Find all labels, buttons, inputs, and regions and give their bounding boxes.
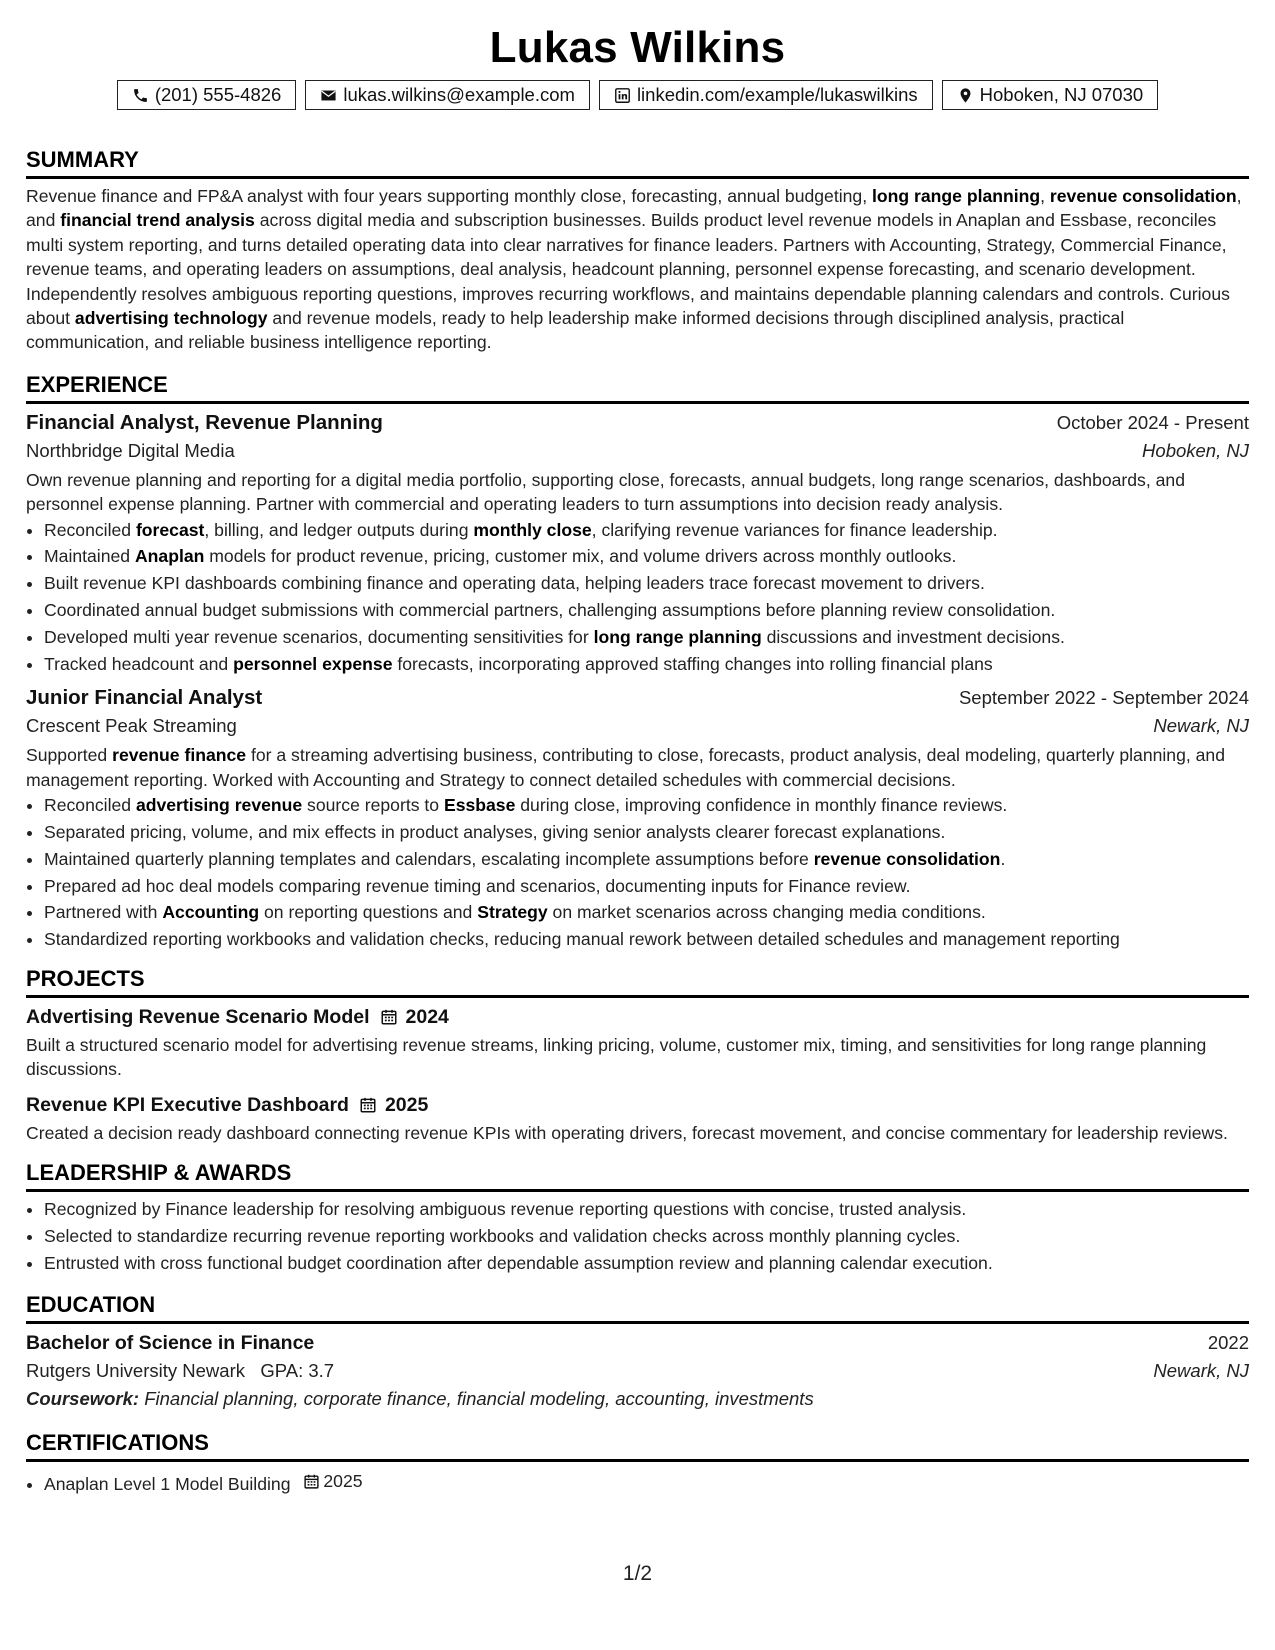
text-run: forecasts, incorporating approved staffing changes into rolling financial plans (392, 653, 993, 674)
job-title: Financial Analyst, Revenue Planning (26, 410, 383, 434)
resume-page (26, 0, 1249, 1497)
text-run: , (1040, 186, 1050, 206)
bullet-item (44, 543, 1249, 570)
text-run: Revenue finance and FP&A analyst with four years supporting monthly close, forecasting, annual budgeting, (26, 186, 872, 206)
project-name: Revenue KPI Executive Dashboard (26, 1093, 349, 1116)
text-run: on market scenarios across changing media conditions. (547, 902, 986, 923)
job-title: Junior Financial Analyst (26, 686, 263, 710)
emphasis-text: revenue finance (112, 745, 247, 766)
section-title-leadership: LEADERSHIP & AWARDS (26, 1160, 292, 1186)
job-bullets (26, 517, 1249, 678)
section-title-experience: EXPERIENCE (26, 371, 168, 397)
bullet-item (44, 517, 1249, 544)
page-number: 1/2 (622, 1562, 653, 1585)
job-entry (26, 684, 1249, 953)
certification-year: 2025 (323, 1470, 363, 1491)
job-location: Hoboken, NJ (1142, 439, 1249, 461)
section-title-certifications: CERTIFICATIONS (26, 1429, 209, 1455)
contact-email[interactable] (305, 80, 590, 110)
job-bullets (26, 792, 1249, 953)
graduation-year: 2022 (1207, 1331, 1249, 1353)
text-run: models for product revenue, pricing, customer mix, and volume drivers across monthly outlooks. (204, 546, 957, 567)
project-description: Created a decision ready dashboard connecting revenue KPIs with operating drivers, forecast movement, and concise commentary for leadership reviews. (26, 1122, 1228, 1143)
experience-section (26, 371, 1249, 953)
projects-section (26, 965, 1249, 1145)
section-divider (26, 176, 1249, 179)
text-run: on reporting questions and (259, 902, 478, 923)
summary-section (26, 146, 1249, 355)
calendar-icon (359, 1096, 377, 1114)
text-run: , billing, and ledger outputs during (204, 519, 474, 540)
coursework (26, 1385, 1249, 1413)
bullet-item (44, 651, 1249, 678)
bullet-item (44, 570, 1249, 597)
bullet-item (44, 819, 1249, 846)
contact-location[interactable] (942, 80, 1159, 110)
emphasis-text: forecast (135, 519, 205, 540)
section-title-projects: PROJECTS (26, 966, 145, 992)
contact-linkedin[interactable] (599, 80, 933, 110)
project-description: Built a structured scenario model for advertising revenue streams, linking pricing, volume, customer mix, timing, and sensitivities for long range planning discussions. (26, 1035, 1207, 1080)
summary-text (26, 184, 1249, 355)
project-entry (26, 1004, 1249, 1082)
text-run: . (1000, 848, 1006, 869)
leadership-list (26, 1196, 1249, 1276)
section-title-summary: SUMMARY (26, 147, 139, 172)
section-divider (26, 1321, 1249, 1324)
section-divider (26, 1189, 1249, 1192)
leadership-section (26, 1159, 1249, 1276)
text-run: during close, improving confidence in monthly finance reviews. (515, 795, 1008, 816)
bullet-item (44, 899, 1249, 926)
text-run: Coordinated annual budget submissions with commercial partners, challenging assumptions before planning review consolidation. (44, 600, 1056, 621)
degree: Bachelor of Science in Finance (26, 1331, 315, 1354)
text-run: Maintained (44, 546, 135, 567)
text-run: Tracked headcount and (44, 653, 234, 674)
job-company: Northbridge Digital Media (26, 439, 235, 461)
emphasis-text: Anaplan (134, 546, 205, 567)
list-item: • Selected to standardize recurring revenue reporting workbooks and validation checks across monthly planning cycles. (44, 1223, 1249, 1250)
emphasis-text: financial trend analysis (60, 210, 255, 231)
list-item: • Entrusted with cross functional budget coordination after dependable assumption review and planning calendar execution. (44, 1250, 1249, 1277)
section-divider (26, 1459, 1249, 1462)
job-company: Crescent Peak Streaming (26, 715, 237, 737)
emphasis-text: long range planning (872, 186, 1041, 206)
phone-icon (132, 87, 149, 104)
emphasis-text: monthly close (473, 519, 592, 540)
bullet-item (44, 624, 1249, 651)
school-location: Newark, NJ (1153, 1359, 1249, 1381)
bullet-item (44, 792, 1249, 819)
coursework-label: Coursework: (26, 1387, 140, 1409)
job-dates: September 2022 - September 2024 (958, 687, 1249, 709)
emphasis-text: advertising technology (74, 308, 268, 329)
gpa: GPA: 3.7 (260, 1359, 335, 1381)
school-name: Rutgers University Newark (26, 1359, 245, 1381)
bullet-item (44, 873, 1249, 900)
text-run: Reconciled (44, 795, 136, 816)
text-run: Built revenue KPI dashboards combining finance and operating data, helping leaders trace forecast movement to drivers. (44, 573, 985, 594)
school-line (26, 1357, 334, 1385)
project-entry (26, 1092, 1249, 1145)
coursework-text: Financial planning, corporate finance, financial modeling, accounting, investments (144, 1387, 814, 1409)
job-entry (26, 409, 1249, 678)
emphasis-text: revenue consolidation (813, 848, 1001, 869)
section-divider (26, 995, 1249, 998)
text-run: , clarifying revenue variances for finance leadership. (591, 519, 998, 540)
job-dates: October 2024 - Present (1056, 411, 1249, 433)
job-description: Own revenue planning and reporting for a digital media portfolio, supporting close, forecasts, annual budgets, long range scenarios, dashboards, and personnel expense planning. Partner with commercial and operating leaders to turn assumptions into decision ready analysis. (26, 469, 1185, 515)
calendar-icon (380, 1008, 398, 1026)
emphasis-text: personnel expense (233, 653, 393, 674)
bullet-item (44, 926, 1249, 953)
text-run: Reconciled (44, 519, 136, 540)
education-section (26, 1291, 1249, 1413)
contact-email-text: lukas.wilkins@example.com (343, 84, 575, 105)
section-divider (26, 401, 1249, 404)
bullet-item (44, 597, 1249, 624)
calendar-icon (303, 1473, 320, 1490)
emphasis-text: Essbase (443, 795, 516, 816)
text-run: source reports to (302, 795, 444, 816)
text-run: Standardized reporting workbooks and validation checks, reducing manual rework between detailed schedules and management reporting (44, 929, 1120, 950)
emphasis-text: Strategy (477, 902, 548, 923)
text-run: across digital media and subscription businesses. Builds product level revenue models in Anaplan and Essbase, reconciles multi system reporting, and turns detailed operating data into clear narratives for finance leaders. Partners with Accounting, Strategy, Commercial Finance, revenue teams, and operating leaders on assumptions, deal analysis, headcount planning, personnel expense forecasting, and scenario development. Independently resolves ambiguous reporting questions, improves recurring workflows, and maintains dependable planning calendars and controls. Curious about (26, 210, 1230, 329)
text-run: Developed multi year revenue scenarios, documenting sensitivities for (44, 626, 594, 647)
section-title-education: EDUCATION (26, 1291, 156, 1317)
text-run: Separated pricing, volume, and mix effects in product analyses, giving senior analysts clearer forecast explanations. (44, 822, 946, 843)
project-year: 2025 (384, 1093, 429, 1116)
emphasis-text: revenue consolidation (1049, 186, 1237, 206)
text-run: Maintained quarterly planning templates and calendars, escalating incomplete assumptions before (44, 848, 814, 869)
contact-bar (26, 80, 1249, 110)
contact-location-text: Hoboken, NJ 07030 (979, 84, 1144, 105)
emphasis-text: advertising revenue (135, 795, 303, 816)
text-run: , and (26, 186, 1242, 231)
text-run: Prepared ad hoc deal models comparing revenue timing and scenarios, documenting inputs for Finance review. (44, 875, 911, 896)
emphasis-text: Accounting (162, 902, 260, 923)
text-run: Supported (26, 745, 113, 766)
contact-phone[interactable] (117, 80, 297, 110)
certifications-section (26, 1429, 1249, 1498)
contact-phone-text: (201) 555-4826 (154, 84, 282, 105)
project-name: Advertising Revenue Scenario Model (26, 1006, 370, 1029)
emphasis-text: long range planning (593, 626, 762, 647)
list-item: • Recognized by Finance leadership for resolving ambiguous revenue reporting questions with concise, trusted analysis. (44, 1196, 1249, 1223)
linkedin-icon (614, 87, 631, 104)
candidate-name: Lukas Wilkins (489, 23, 786, 72)
text-run: for a streaming advertising business, contributing to close, forecasts, product analysis, deal modeling, quarterly planning, and management reporting. Worked with Accounting and Strategy to connect detailed schedules with commercial decisions. (26, 745, 1226, 790)
certification-name: Anaplan Level 1 Model Building (44, 1473, 291, 1494)
envelope-icon (320, 87, 337, 104)
job-location: Newark, NJ (1153, 715, 1249, 737)
list-item (44, 1468, 1249, 1498)
text-run: and revenue models, ready to help leadership make informed decisions through disciplined analysis, practical communication, and reliable business intelligence reporting. (26, 308, 1125, 353)
text-run: discussions and investment decisions. (761, 626, 1065, 647)
text-run: Partnered with (44, 902, 163, 923)
contact-linkedin-text: linkedin.com/example/lukaswilkins (636, 84, 918, 105)
job-description (26, 743, 1249, 792)
map-pin-icon (957, 87, 974, 104)
project-year: 2024 (405, 1006, 449, 1029)
certifications-list (26, 1468, 1249, 1498)
bullet-item (44, 846, 1249, 873)
